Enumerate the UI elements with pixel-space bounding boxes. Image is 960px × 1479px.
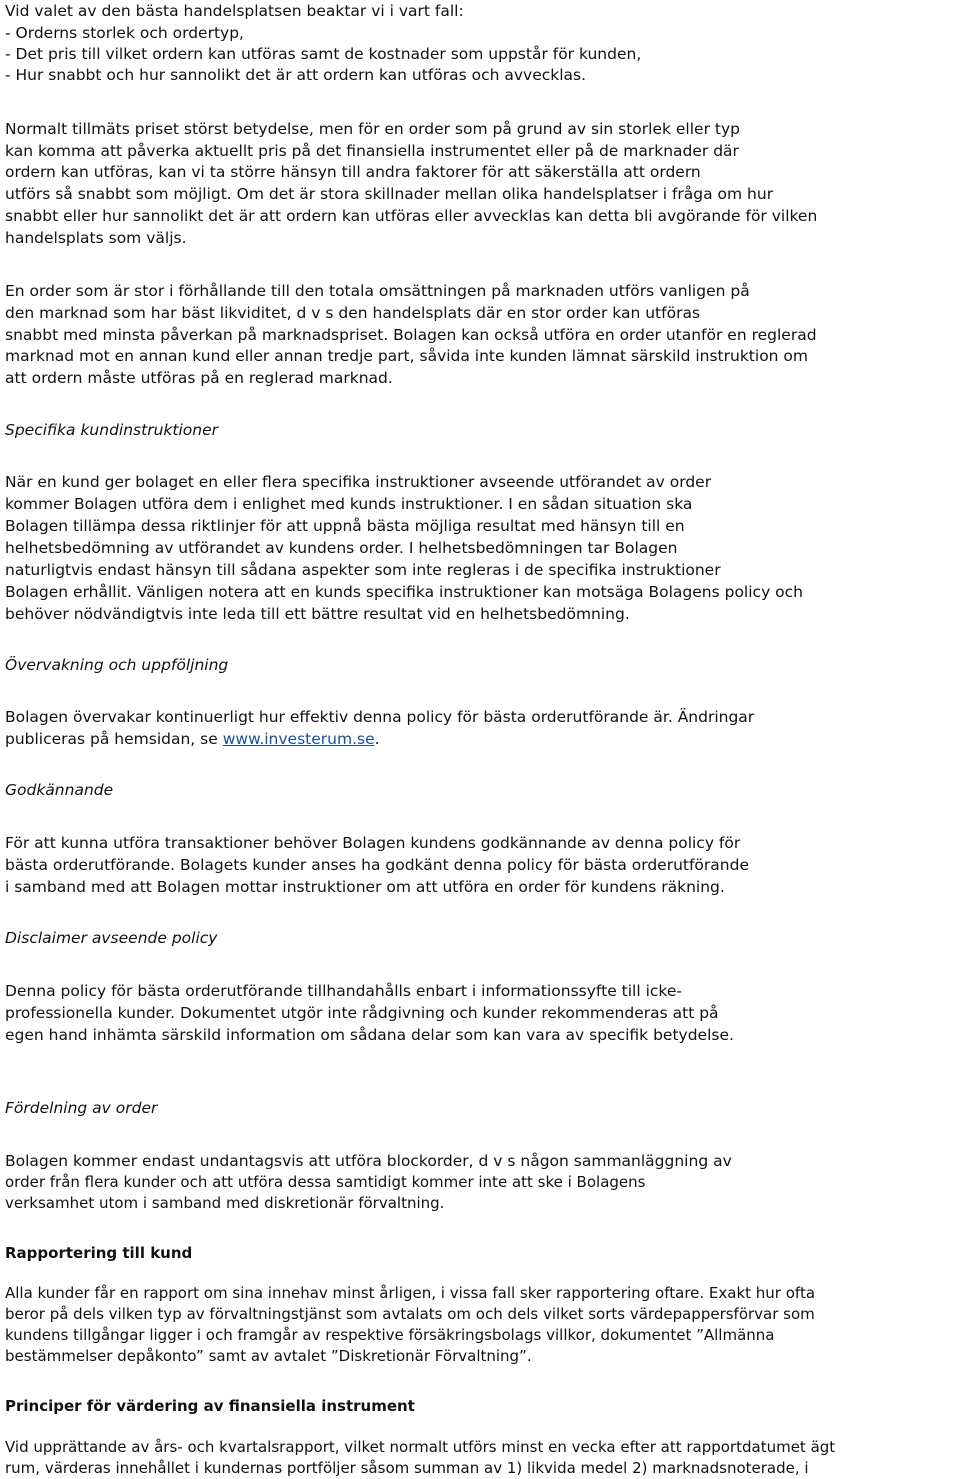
intro-line: - Orderns storlek och ordertyp, — [5, 24, 244, 42]
paragraph-line: marknad mot en annan kund eller annan tredje part, såvida inte kunden lämnat särskild instruktion om — [5, 347, 809, 365]
paragraph-line: Bolagen erhållit. Vänligen notera att en kunds specifika instruktioner kan motsäga Bolagens policy och — [5, 583, 804, 601]
intro-line: - Hur snabbt och hur sannolikt det är att ordern kan utföras och avvecklas. — [5, 66, 587, 84]
paragraph-line — [5, 729, 380, 750]
section-heading-specific-instructions: Specifika kundinstruktioner — [5, 421, 218, 439]
section-heading-reporting: Rapportering till kund — [5, 1244, 193, 1262]
paragraph-line: professionella kunder. Dokumentet utgör inte rådgivning och kunder rekommenderas att på — [5, 1004, 719, 1022]
paragraph-line: Bolagen tillämpa dessa riktlinjer för att uppnå bästa möjliga resultat med hänsyn till en — [5, 517, 685, 535]
intro-line: Vid valet av den bästa handelsplatsen beaktar vi i vart fall: — [5, 2, 464, 20]
section-heading-approval: Godkännande — [5, 781, 114, 799]
paragraph-line: När en kund ger bolaget en eller flera specifika instruktioner avseende utförandet av order — [5, 473, 712, 491]
section-heading-disclaimer: Disclaimer avseende policy — [5, 929, 218, 947]
paragraph-line: beror på dels vilken typ av förvaltningstjänst som avtalats om och dels vilket sorts värdepappersförvar som — [5, 1305, 815, 1323]
paragraph-line: i samband med att Bolagen mottar instruktioner om att utföra en order för kundens räkning. — [5, 878, 725, 896]
paragraph-line: verksamhet utom i samband med diskretionär förvaltning. — [5, 1194, 445, 1212]
paragraph-line: bestämmelser depåkonto” samt av avtalet ”Diskretionär Förvaltning”. — [5, 1347, 532, 1365]
paragraph-line: Bolagen kommer endast undantagsvis att utföra blockorder, d v s någon sammanläggning av — [5, 1152, 732, 1170]
paragraph-line: bästa orderutförande. Bolagets kunder anses ha godkänt denna policy för bästa orderutförande — [5, 856, 749, 874]
paragraph-line: naturligtvis endast hänsyn till sådana aspekter som inte regleras i de specifika instruktioner — [5, 561, 721, 579]
paragraph-line: att ordern måste utföras på en reglerad marknad. — [5, 369, 393, 387]
paragraph-line: den marknad som har bäst likviditet, d v s den handelsplats där en stor order kan utföras — [5, 304, 701, 322]
paragraph-line: rum, värderas innehållet i kundernas portföljer såsom summan av 1) likvida medel 2) marknadsnoterade, i — [5, 1459, 809, 1477]
paragraph-line: snabbt med minsta påverkan på marknadspriset. Bolagen kan också utföra en order utanför en reglerad — [5, 326, 817, 344]
paragraph-line: Vid upprättande av års- och kvartalsrapport, vilket normalt utförs minst en vecka efter att rapportdatumet ägt — [5, 1438, 836, 1456]
paragraph-text: . — [374, 730, 380, 748]
paragraph-line: snabbt eller hur sannolikt det är att ordern kan utföras eller avvecklas kan detta bli avgörande för vilken — [5, 207, 818, 225]
paragraph-line: kommer Bolagen utföra dem i enlighet med kunds instruktioner. I en sådan situation ska — [5, 495, 693, 513]
paragraph-line: Normalt tillmäts priset störst betydelse, men för en order som på grund av sin storlek eller typ — [5, 120, 740, 138]
paragraph-line: handelsplats som väljs. — [5, 229, 187, 247]
paragraph-line: helhetsbedömning av utförandet av kundens order. I helhetsbedömningen tar Bolagen — [5, 539, 678, 557]
paragraph-line: egen hand inhämta särskild information om sådana delar som kan vara av specifik betydelse. — [5, 1026, 734, 1044]
section-heading-valuation: Principer för värdering av finansiella instrument — [5, 1397, 415, 1415]
paragraph-line: behöver nödvändigtvis inte leda till ett bättre resultat vid en helhetsbedömning. — [5, 605, 630, 623]
website-link[interactable]: www.investerum.se — [222, 730, 375, 748]
paragraph-line: utförs så snabbt som möjligt. Om det är stora skillnader mellan olika handelsplatser i fråga om hur — [5, 185, 774, 203]
section-heading-allocation: Fördelning av order — [5, 1099, 158, 1117]
paragraph-line: För att kunna utföra transaktioner behöver Bolagen kundens godkännande av denna policy för — [5, 834, 741, 852]
paragraph-line: order från flera kunder och att utföra dessa samtidigt kommer inte att ske i Bolagens — [5, 1173, 646, 1191]
paragraph-line: En order som är stor i förhållande till den totala omsättningen på marknaden utförs vanligen på — [5, 282, 750, 300]
paragraph-line: Denna policy för bästa orderutförande tillhandahålls enbart i informationssyfte till icke- — [5, 982, 682, 1000]
paragraph-text: publiceras på hemsidan, se — [5, 730, 223, 748]
paragraph-line: kundens tillgångar ligger i och framgår av respektive försäkringsbolags villkor, dokumentet ”Allmänna — [5, 1326, 775, 1344]
paragraph-line: Alla kunder får en rapport om sina innehav minst årligen, i vissa fall sker rapportering oftare. Exakt hur ofta — [5, 1284, 816, 1302]
paragraph-line: kan komma att påverka aktuellt pris på det finansiella instrumentet eller på de marknader där — [5, 142, 739, 160]
section-heading-monitoring: Övervakning och uppföljning — [5, 656, 229, 674]
paragraph-line: Bolagen övervakar kontinuerligt hur effektiv denna policy för bästa orderutförande är. Ändringar — [5, 708, 755, 726]
paragraph-line: ordern kan utföras, kan vi ta större hänsyn till andra faktorer för att säkerställa att ordern — [5, 163, 701, 181]
intro-line: - Det pris till vilket ordern kan utföras samt de kostnader som uppstår för kunden, — [5, 45, 642, 63]
